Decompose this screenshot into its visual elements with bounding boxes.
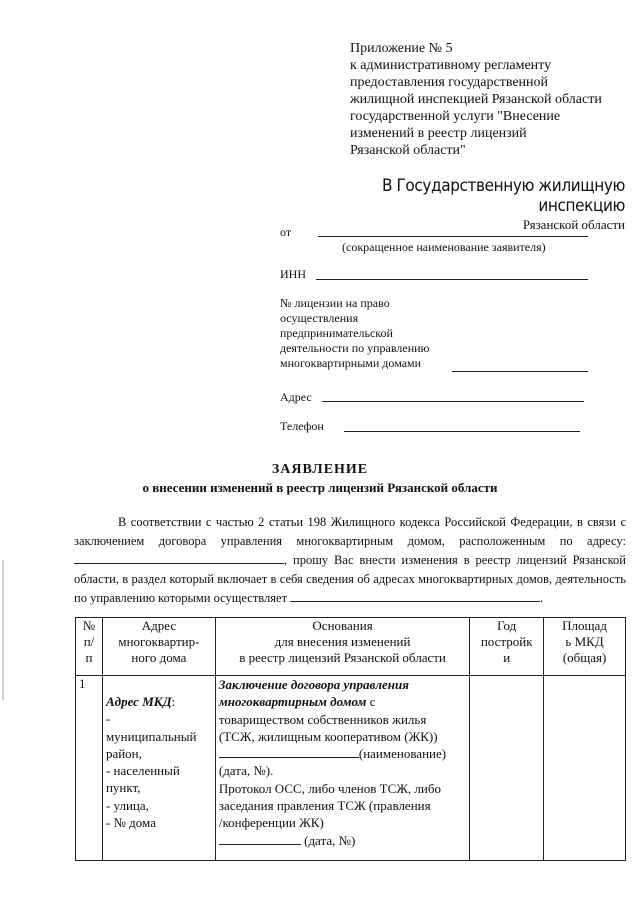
appendix-line: к административному регламенту xyxy=(350,58,552,73)
row-num: 1 xyxy=(76,676,103,861)
from-input-line[interactable] xyxy=(318,236,588,237)
table-header-row xyxy=(76,618,626,676)
license-line: деятельности по управлению xyxy=(280,341,430,355)
header-address: Адрес многоквартир- ного дома xyxy=(102,618,215,676)
row-year[interactable] xyxy=(470,676,544,861)
inn-label: ИНН xyxy=(280,267,306,281)
appendix-note xyxy=(350,40,630,159)
address-title: Адрес МКД xyxy=(105,694,172,709)
row-basis: Заключение договора управления многоквартирным домом с товариществом собственников жилья (ТСЖ, жилищным кооперативом (ЖК)) (наименование) (дата, №). Протокол ОСС, либо членов ТСЖ, либо заседания правления ТСЖ (правления /конференции ЖК) (дата, №) xyxy=(215,676,469,861)
changes-table xyxy=(75,617,626,861)
appendix-line: государственной услуги "Внесение xyxy=(350,109,561,124)
header-area: Площад ь МКД (общая) xyxy=(544,618,626,676)
scan-margin-mark xyxy=(2,560,4,700)
license-line: осуществления xyxy=(280,311,359,325)
appendix-line: предоставления государственной xyxy=(350,75,549,90)
address-label: Адрес xyxy=(280,390,312,404)
license-input-line[interactable] xyxy=(452,371,588,372)
from-label: от xyxy=(280,225,292,239)
statement-paragraph xyxy=(74,513,626,608)
addressee-line1: В Государственную жилищную инспекцию xyxy=(381,176,625,216)
address-input-line[interactable] xyxy=(322,401,584,402)
row-area[interactable] xyxy=(544,676,626,861)
license-line: предпринимательской xyxy=(280,326,393,340)
document-subtitle: о внесении изменений в реестр лицензий Рязанской области xyxy=(142,480,498,495)
header-basis: Основания для внесения изменений в реестр лицензий Рязанской области xyxy=(215,618,469,676)
license-line: № лицензии на право xyxy=(280,296,390,310)
appendix-line: жилищной инспекцией Рязанской области xyxy=(350,92,602,107)
addressee xyxy=(340,176,625,234)
mkd-address-blank[interactable] xyxy=(74,551,284,564)
statement-end: . xyxy=(540,591,544,605)
row-address: Адрес МКД: - муниципальный район, - населенный пункт, - улица, - № дома xyxy=(102,676,215,861)
appendix-line: Приложение № 5 xyxy=(350,41,453,56)
org-name-blank[interactable] xyxy=(219,745,359,758)
from-caption: (сокращенное наименование заявителя) xyxy=(342,240,546,254)
phone-label: Телефон xyxy=(280,419,324,433)
statement-part2: , прошу Вас внести изменения в реестр лицензий Рязанской области, в раздел который включает в себя сведения об адресах многоквартирных домов, деятельность по управлению которыми осуществляет xyxy=(74,553,626,605)
header-year: Год постройк и xyxy=(470,618,544,676)
addressee-line2: Рязанской области xyxy=(522,217,625,232)
header-num: № п/ п xyxy=(76,618,103,676)
inn-input-line[interactable] xyxy=(316,279,588,280)
protocol-date-blank[interactable] xyxy=(219,832,301,845)
licensee-blank[interactable] xyxy=(290,589,540,602)
appendix-line: Рязанской области" xyxy=(350,143,466,158)
table-row xyxy=(76,676,626,861)
license-line: многоквартирными домами xyxy=(280,356,422,370)
statement-part1: В соответствии с частью 2 статьи 198 Жилищного кодекса Российской Федерации, в связи с заключением договора управления многоквартирным домом, расположенным по адресу: xyxy=(74,515,626,548)
phone-input-line[interactable] xyxy=(344,431,580,432)
appendix-line: изменений в реестр лицензий xyxy=(350,126,527,141)
document-title: ЗАЯВЛЕНИЕ xyxy=(271,462,369,477)
license-label xyxy=(280,296,455,371)
